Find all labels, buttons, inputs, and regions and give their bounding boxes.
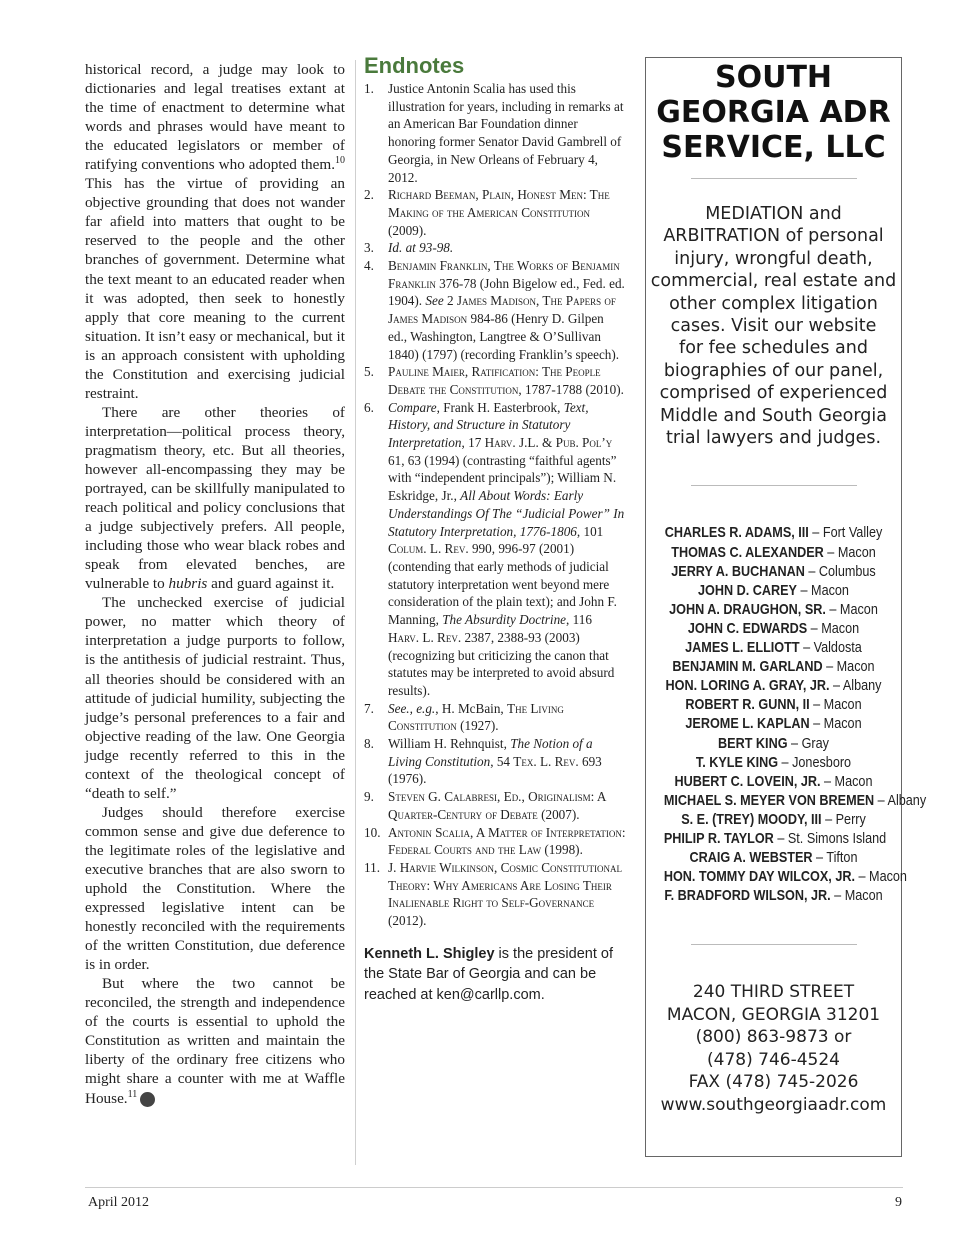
endnote-segment: Compare	[388, 399, 437, 415]
gbj-logo-icon: GBJ	[140, 1092, 155, 1107]
address-line: (478) 746-4524	[707, 1049, 840, 1070]
member-name: PHILIP R. TAYLOR	[663, 830, 774, 847]
endnote-segment: Richard Beeman, Plain, Honest Men: The Making of the American Constitution	[388, 187, 610, 220]
page-number: 9	[895, 1195, 902, 1210]
member-city: Jonesboro	[792, 754, 852, 771]
endnote-segment: The Living Constitution	[388, 700, 564, 734]
endnote-text	[388, 80, 626, 186]
separator: –	[854, 869, 870, 886]
separator: –	[799, 640, 814, 657]
paragraph	[85, 403, 345, 593]
endnote-text	[388, 735, 626, 788]
endnote-number: 7.	[364, 700, 374, 716]
paragraph-text: historical record, a judge may look to dictionaries and legal treatises extant at the time of enactment to determine what words and phrases would have meant to the educated legislators or member of ratifying conventions who adopted them.	[85, 61, 345, 174]
endnote-number: 6.	[364, 399, 374, 415]
endnote-item	[364, 859, 626, 930]
endnote-segment: 2387, 2388-93 (2003) (recognizing but criticizing the canon that statutes may be interpreted to avoid absurd results).	[388, 629, 615, 698]
emphasis: hubris	[168, 575, 208, 593]
panel-member	[664, 563, 883, 582]
endnote-ref[interactable]: 11	[127, 1088, 138, 1100]
ad-description-line: commercial, real estate and	[650, 271, 897, 292]
member-name: CRAIG A. WEBSTER	[689, 850, 813, 867]
separator: –	[829, 678, 843, 695]
ad-description	[646, 203, 901, 449]
member-name: THOMAS C. ALEXANDER	[671, 544, 824, 561]
author-bio-text: is the president of the State Bar of Georgia and can be reached at ken@carllp.com.	[364, 945, 614, 1003]
endnote-segment: Antonin Scalia, A Matter of Interpretation: Federal Courts and the Law	[388, 824, 626, 858]
member-name: S. E. (TREY) MOODY, III	[681, 811, 822, 828]
endnote-segment: See	[425, 293, 444, 309]
member-city: Macon	[823, 697, 862, 714]
member-name: HON. LORING A. GRAY, JR.	[665, 678, 830, 695]
endnote-segment: 376-78 (John Bigelow ed., Fed. ed. 1904).	[388, 275, 625, 309]
endnote-segment: Pauline Maier, Ratification: The People Debate the Constitution,	[388, 364, 601, 397]
endnote-item	[364, 735, 626, 788]
endnote-text	[388, 824, 626, 859]
panel-member	[664, 811, 883, 830]
divider	[691, 944, 857, 945]
panel-member	[664, 887, 883, 906]
panel-member	[664, 524, 883, 543]
member-name: JERRY A. BUCHANAN	[671, 563, 805, 580]
endnote-item	[364, 257, 626, 363]
separator: –	[821, 811, 836, 828]
member-city: Albany	[887, 792, 927, 809]
paragraph	[85, 60, 345, 403]
endnotes-title: Endnotes	[364, 53, 465, 78]
endnote-segment: 693 (1976).	[388, 753, 602, 787]
endnote-segment: James Madison, The Papers of James Madison	[388, 293, 616, 327]
member-city: Albany	[842, 678, 882, 695]
endnote-segment: , 101	[576, 523, 604, 539]
column-divider	[355, 60, 356, 1165]
member-name: JOHN D. CAREY	[698, 582, 797, 599]
endnote-item	[364, 80, 626, 186]
member-name: BERT KING	[718, 735, 788, 752]
separator: –	[809, 697, 824, 714]
member-city: Macon	[823, 716, 862, 733]
endnote-number: 3.	[364, 240, 374, 256]
endnote-number: 5.	[364, 364, 374, 380]
separator: –	[778, 754, 793, 771]
endnote-number: 2.	[364, 187, 374, 203]
member-name: HON. TOMMY DAY WILCOX, JR.	[663, 869, 855, 886]
separator: –	[809, 716, 824, 733]
panel-member	[664, 696, 883, 715]
address-line: FAX (478) 745-2026	[688, 1072, 859, 1093]
member-city: Macon	[844, 888, 883, 905]
separator: –	[808, 525, 823, 542]
separator: –	[796, 582, 812, 599]
advertisement-box	[645, 57, 927, 1157]
panel-member	[664, 658, 883, 677]
panel-member	[664, 639, 883, 658]
member-city: Macon	[821, 620, 860, 637]
endnote-text	[388, 859, 626, 930]
endnotes-list	[364, 80, 626, 930]
panel-member	[664, 677, 883, 696]
endnote-segment: Id. at 93-98.	[388, 240, 454, 256]
endnote-text	[388, 239, 626, 257]
panel-member	[664, 754, 883, 773]
member-city: Macon	[836, 659, 875, 676]
endnote-segment: Justice Antonin Scalia has used this illustration for years, including in remarks at an American Bar Foundation dinner honoring former Senator David Gambrell of Georgia, in New Orleans of February 4, 2012.	[388, 81, 624, 185]
ad-description-line: cases. Visit our website	[670, 316, 877, 337]
member-city: Gray	[801, 735, 829, 752]
member-city: Tifton	[826, 850, 858, 867]
panel-member	[663, 792, 927, 811]
endnote-segment: (1998).	[541, 842, 583, 858]
endnote-segment: Text, History, and Structure in Statutory Interpretation	[388, 399, 589, 451]
endnote-segment: 990, 996-97 (2001) (contending that early methods of judicial statutory interpretation went beyond mere consideration of the plain text); and John F. Manning,	[388, 541, 617, 628]
endnote-segment: 984-86 (Henry D. Gilpen ed., Washington, Langtree & O’Sullivan 1840) (1797) (recording Franklin’s speech).	[388, 311, 620, 362]
endnote-item	[364, 363, 626, 398]
separator: –	[823, 544, 838, 561]
endnote-segment: (2012).	[388, 913, 427, 929]
ad-title	[646, 60, 901, 165]
separator: –	[822, 659, 837, 676]
member-name: JEROME L. KAPLAN	[685, 716, 810, 733]
ad-title-line: SERVICE, LLC	[661, 130, 886, 165]
endnote-segment: , 17	[461, 435, 485, 451]
separator: –	[773, 830, 788, 847]
member-city: Macon	[837, 544, 876, 561]
endnote-number: 10.	[364, 824, 381, 840]
ad-description-line: Middle and South Georgia	[660, 405, 887, 426]
panel-member	[663, 830, 887, 849]
panel-member	[663, 868, 907, 887]
ad-description-line: injury, wrongful death,	[674, 248, 873, 269]
paragraph-text: and guard against it.	[207, 575, 335, 593]
ad-description-line: other complex litigation	[669, 293, 878, 314]
endnote-segment: J.	[388, 859, 400, 875]
panel-member	[664, 715, 883, 734]
divider	[691, 485, 857, 486]
endnote-text	[388, 363, 626, 398]
member-name: HUBERT C. LOVEIN, JR.	[674, 773, 821, 790]
member-city: Columbus	[818, 563, 876, 580]
panel-member	[664, 735, 883, 754]
panel-member	[664, 620, 883, 639]
endnote-segment: , H. McBain,	[435, 700, 508, 716]
endnote-segment: 2	[443, 293, 457, 309]
ad-address	[646, 981, 901, 1116]
ad-description-line: biographies of our panel,	[663, 360, 884, 381]
member-name: JAMES L. ELLIOTT	[685, 640, 800, 657]
paragraph	[85, 974, 345, 1107]
separator: –	[820, 773, 835, 790]
endnote-segment: Harvie Wilkinson, Cosmic Constitutional Theory: Why Americans Are Losing Their Inalienable Right to Self-Governance	[388, 859, 623, 911]
address-line: MACON, GEORGIA 31201	[666, 1004, 881, 1025]
endnote-text	[388, 399, 626, 700]
endnote-segment: (2007).	[537, 806, 580, 822]
member-name: JOHN A. DRAUGHON, SR.	[669, 601, 826, 618]
address-line: 240 THIRD STREET	[692, 982, 855, 1003]
endnote-ref[interactable]: 10	[335, 155, 345, 167]
member-name: F. BRADFORD WILSON, JR.	[664, 888, 831, 905]
ad-description-line: for fee schedules and	[679, 338, 868, 359]
member-name: ROBERT R. GUNN, II	[685, 697, 810, 714]
endnote-segment: Harv. L. Rev.	[388, 629, 462, 645]
ad-title-line: GEORGIA ADR	[656, 95, 891, 130]
endnote-segment: The Absurdity Doctrine	[442, 612, 567, 628]
author-bio	[364, 944, 626, 1006]
address-line: (800) 863-9873 or	[695, 1027, 852, 1048]
endnote-number: 8.	[364, 736, 374, 752]
member-city: Macon	[834, 773, 873, 790]
endnote-segment: (2009).	[388, 222, 427, 238]
endnote-text	[388, 788, 626, 823]
endnotes-column	[364, 52, 626, 1005]
member-city: St. Simons Island	[787, 830, 887, 847]
ad-description-line: MEDIATION and	[705, 204, 842, 224]
member-name: BENJAMIN M. GARLAND	[672, 659, 823, 676]
endnote-number: 4.	[364, 258, 374, 274]
endnote-segment: Steven G. Calabresi, Ed., Originalism: A Quarter-Century of Debate	[388, 789, 606, 822]
endnote-segment: The Notion of a Living Constitution	[388, 736, 593, 769]
endnote-segment: Colum. L. Rev.	[388, 541, 469, 557]
endnote-item	[364, 700, 626, 735]
endnote-number: 9.	[364, 789, 374, 805]
member-city: Perry	[835, 811, 866, 828]
footer-rule	[85, 1187, 903, 1188]
divider	[691, 178, 857, 179]
endnote-segment: William H. Rehnquist,	[388, 736, 511, 752]
separator: –	[807, 620, 822, 637]
endnote-segment: Benjamin Franklin, The Works of Benjamin Franklin	[388, 258, 620, 291]
endnote-item	[364, 824, 626, 859]
website-link[interactable]: www.southgeorgiaadr.com	[660, 1094, 887, 1115]
endnote-number: 1.	[364, 81, 374, 96]
member-name: CHARLES R. ADAMS, III	[664, 525, 809, 542]
panel-member	[664, 582, 883, 601]
member-city: Macon	[839, 601, 878, 618]
member-city: Valdosta	[813, 640, 862, 657]
member-name: JOHN C. EDWARDS	[687, 620, 808, 637]
endnote-item	[364, 399, 626, 700]
ad-description-line: comprised of experienced	[659, 383, 888, 404]
endnote-segment: See., e.g.	[388, 700, 436, 716]
endnote-segment: , 116	[566, 612, 592, 628]
ad-description-line: ARBITRATION of personal	[663, 226, 884, 247]
separator: –	[874, 792, 888, 809]
ad-description-line: trial lawyers and judges.	[665, 428, 882, 449]
panel-members-list	[646, 524, 927, 906]
member-city: Macon	[811, 582, 849, 599]
separator: –	[787, 735, 802, 752]
endnote-number: 11.	[364, 859, 380, 875]
endnote-segment: (1927).	[456, 718, 499, 734]
endnote-segment: Harv. J.L. & Pub. Pol’y	[484, 435, 613, 451]
author-name: Kenneth L. Shigley	[364, 945, 495, 962]
endnote-segment: 1787-1788 (2010).	[521, 381, 624, 397]
endnote-segment: , 54	[490, 753, 514, 769]
footer-date: April 2012	[88, 1195, 150, 1210]
paragraph: The unchecked exercise of judicial power, no matter which theory of interpretation a judge purports to follow, is the antithesis of judicial restraint. Thus, all theories should be considered with an attitude of judicial humility, subjecting the judge’s personal preferences to a fair and objective reading of the law. One Georgia judge recently referred to this in the context of the theological concept of “death to self.”	[85, 594, 345, 802]
paragraph-text: But where the two cannot be reconciled, the strength and independence of the courts is essential to uphold the Constitution as written and maintain the liberty of the ordinary free citizens who might share a counter with me at Waffle House.	[85, 975, 345, 1107]
separator: –	[825, 601, 840, 618]
paragraph-text: There are other theories of interpretation—political process theory, pragmatism theory, etc. But all theories, however all-encompassing they may be portrayed, can be skillfully manipulated to reach political and policy conclusions that a judge subjectively prefers. All people, including those who wear black robes and speak from elevated benches, are vulnerable to	[85, 403, 345, 593]
article-column	[85, 60, 345, 1108]
endnote-text	[388, 186, 626, 239]
endnote-text	[388, 257, 626, 363]
member-name: T. KYLE KING	[695, 754, 779, 771]
member-city: Fort Valley	[822, 525, 883, 542]
endnote-text	[388, 700, 626, 735]
endnote-segment: , Frank H. Easterbrook,	[436, 399, 564, 415]
separator: –	[830, 888, 845, 905]
member-name: MICHAEL S. MEYER VON BREMEN	[663, 792, 875, 809]
panel-member	[664, 544, 883, 563]
panel-member	[664, 601, 883, 620]
member-city: Macon	[869, 869, 907, 886]
panel-member	[664, 773, 883, 792]
separator: –	[804, 563, 819, 580]
endnote-segment: All About Words: Early Understandings Of The “Judicial Power” In Statutory Interpretation, 1776-1806	[388, 488, 625, 539]
endnote-item	[364, 788, 626, 823]
endnote-item	[364, 239, 626, 257]
endnote-item	[364, 186, 626, 239]
endnote-segment: Tex. L. Rev.	[513, 753, 579, 769]
separator: –	[812, 850, 827, 867]
paragraph: Judges should therefore exercise common sense and give due deference to the legitimate roles of the legislative and executive branches that are also sworn to uphold the Constitution. Where the expressed legislative intent can be honestly reconciled with the requirements of the written Constitution, due deference is in order.	[85, 803, 345, 974]
panel-member	[664, 849, 883, 868]
ad-title-line: SOUTH	[714, 60, 833, 95]
endnote-segment: 61, 63 (1994) (contrasting “faithful agents” with “independent principals”); William N. Eskridge, Jr.,	[388, 452, 617, 504]
paragraph-text: This has the virtue of providing an objective grounding that does not wander far afield into matters that ought to be reserved to the people and the other branches of government. Determine what the text meant to an educated reader when it was adopted, then seek to honestly apply that core meaning to the current situation. It isn’t easy or mechanical, but it is an approach consistent with upholding the Constitution and exercising judicial restraint.	[85, 175, 345, 402]
